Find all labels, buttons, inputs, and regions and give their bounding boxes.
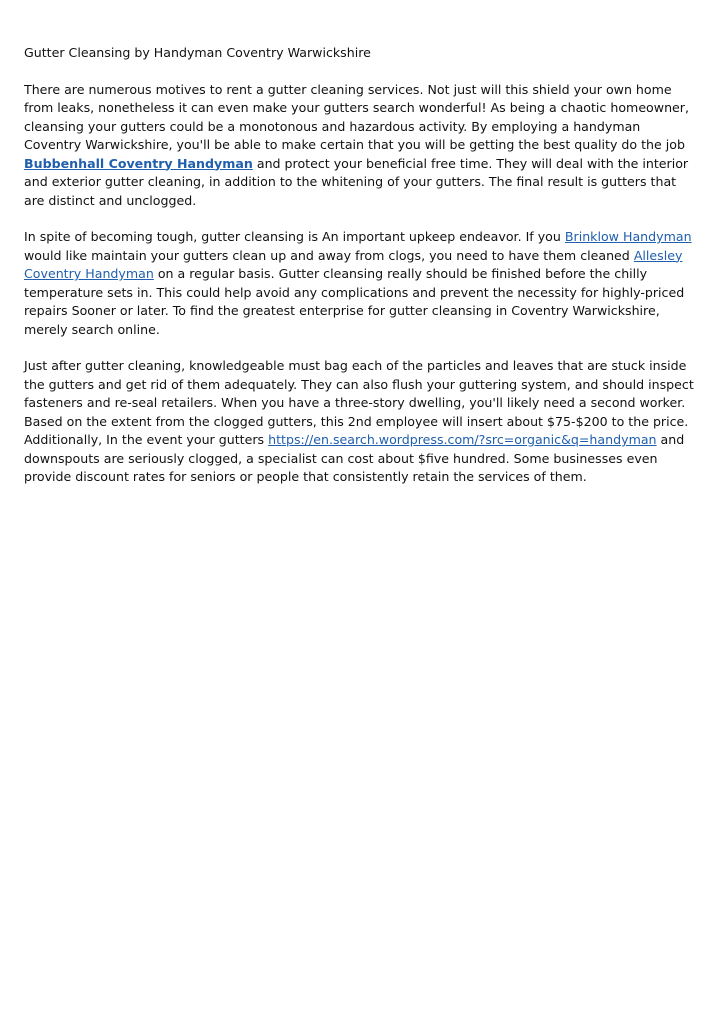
paragraph-2 — [24, 228, 696, 339]
paragraph-1-text-b: and protect your beneficial free time. They will deal with the interior and exterior gutter cleaning, in addition to the whitening of your gutters. The final result is gutters that are distinct and unclogged. — [24, 155, 689, 208]
document-page — [24, 44, 696, 505]
paragraph-3-text-a: Just after gutter cleaning, knowledgeable must bag each of the particles and leaves that are stuck inside the gutters and get rid of them adequately. They can also flush your guttering system, and should inspect fasteners and re-seal retailers. When you have a three-story dwelling, you'll likely need a second worker. Based on the extent from the clogged gutters, this 2nd employee will insert about $75-$200 to the price. Additionally, In the event your gutters — [24, 358, 694, 447]
paragraph-2-text-a: In spite of becoming tough, gutter cleansing is An important upkeep endeavor. If you — [24, 229, 565, 244]
link-brinklow-handyman[interactable]: Brinklow Handyman — [564, 229, 692, 244]
link-bubbenhall-coventry-handyman[interactable]: Bubbenhall Coventry Handyman — [24, 155, 253, 171]
paragraph-3-text-b: and downspouts are seriously clogged, a specialist can cost about $five hundred. Some businesses even provide discount rates for seniors or people that consistently retain the services of them. — [24, 432, 685, 484]
link-wordpress-search[interactable]: https://en.search.wordpress.com/?src=organic&q=handyman — [268, 432, 657, 447]
paragraph-1-text-a: There are numerous motives to rent a gutter cleaning services. Not just will this shield your own home from leaks, nonetheless it can even make your gutters search wonderful! As being a chaotic homeowner, cleansing your gutters could be a monotonous and hazardous activity. By employing a handyman Coventry Warwickshire, you'll be able to make certain that you will be getting the best quality do the job — [24, 81, 689, 152]
paragraph-1 — [24, 81, 696, 211]
paragraph-2-text-c: on a regular basis. Gutter cleansing really should be finished before the chilly temperature sets in. This could help avoid any complications and prevent the necessity for highly-priced repairs Sooner or later. To find the greatest enterprise for gutter cleansing in Coventry Warwickshire, merely search online. — [24, 266, 685, 337]
document-title: Gutter Cleansing by Handyman Coventry Warwickshire — [24, 45, 371, 60]
paragraph-3 — [24, 357, 696, 487]
link-allesley-coventry-handyman[interactable]: Allesley Coventry Handyman — [24, 247, 683, 281]
paragraph-2-text-b: would like maintain your gutters clean up and away from clogs, you need to have them cleaned — [24, 247, 634, 263]
